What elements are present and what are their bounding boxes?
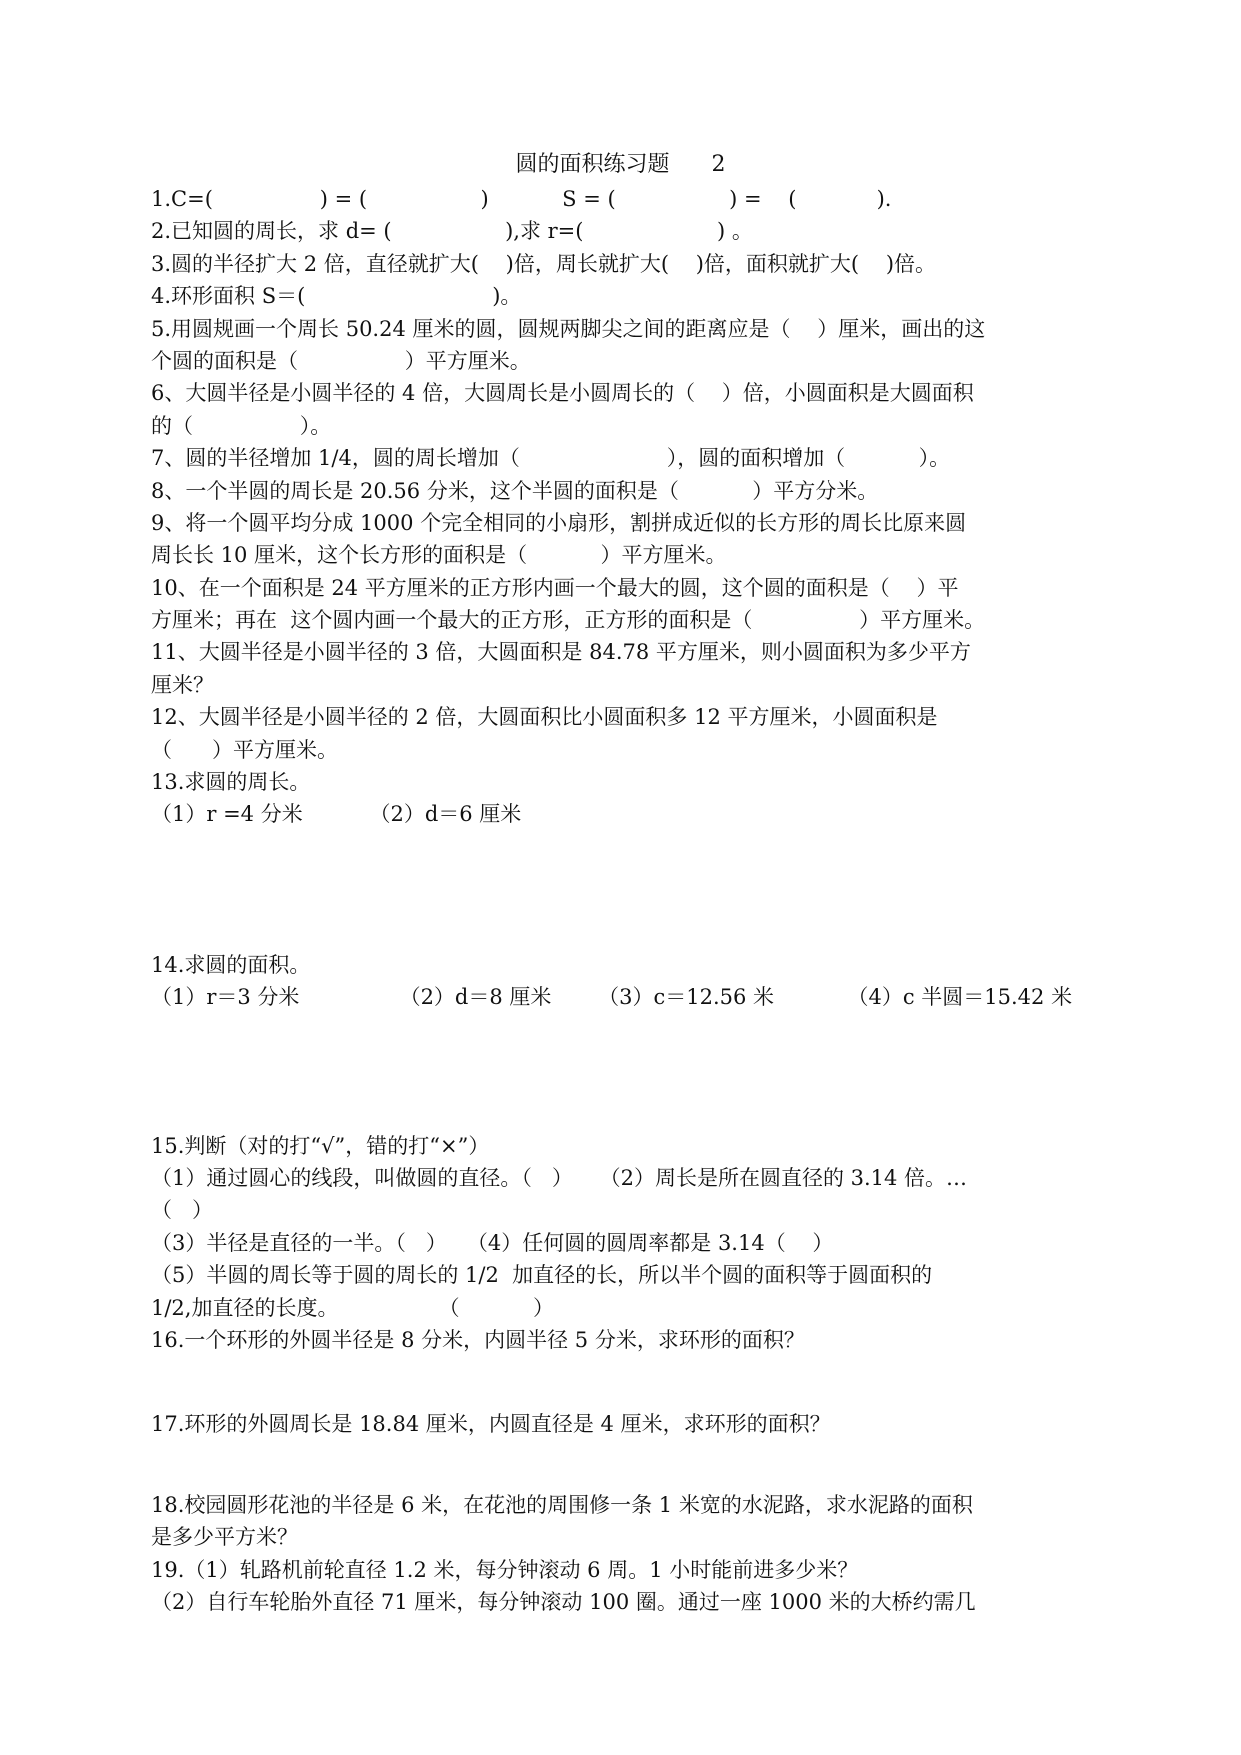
answer-space — [151, 831, 1101, 949]
question-15-item-5-line-2: 1/2,加直径的长度。 （ ） — [151, 1295, 555, 1320]
question-19-part-2: （2）自行车轮胎外直径 71 厘米，每分钟滚动 100 圈。通过一座 1000 米的大桥约需几 — [151, 1589, 976, 1614]
question-9-line-2: 周长长 10 厘米，这个长方形的面积是（ ）平方厘米。 — [151, 543, 727, 568]
question-15-item-5-line-1: （5）半圆的周长等于圆的周长的 1/2 加直径的长，所以半个圆的面积等于圆面积的 — [151, 1263, 933, 1288]
question-15-item-2-cont: （ ） — [151, 1198, 214, 1223]
question-11-line-2: 厘米？ — [151, 672, 214, 697]
question-14-heading: 14.求圆的面积。 — [151, 952, 311, 977]
question-7: 7、圆的半径增加 1/4，圆的周长增加（ ），圆的面积增加（ ）。 — [151, 446, 951, 471]
question-17: 17.环形的外圆周长是 18.84 厘米，内圆直径是 4 厘米，求环形的面积？ — [151, 1412, 831, 1437]
question-18-line-1: 18.校园圆形花池的半径是 6 米，在花池的周围修一条 1 米宽的水泥路，求水泥路的面积 — [151, 1492, 973, 1517]
question-2: 2.已知圆的周长，求 d= ( ),求 r=( ) 。 — [151, 219, 753, 244]
answer-space — [151, 1441, 1101, 1489]
question-18-line-2: 是多少平方米？ — [151, 1525, 298, 1550]
page-title: 圆的面积练习题 2 — [515, 152, 726, 177]
question-5-line-2: 个圆的面积是（ ）平方厘米。 — [151, 348, 531, 373]
question-13-items: （1）r =4 分米 （2）d＝6 厘米 — [151, 802, 522, 827]
question-13-heading: 13.求圆的周长。 — [151, 770, 311, 795]
question-9-line-1: 9、将一个圆平均分成 1000 个完全相同的小扇形，割拼成近似的长方形的周长比原来圆 — [151, 510, 967, 535]
question-6-line-2: 的（ ）。 — [151, 413, 332, 438]
question-12-line-1: 12、大圆半径是小圆半径的 2 倍，大圆面积比小圆面积多 12 平方厘米，小圆面积是 — [151, 705, 938, 730]
worksheet-content — [151, 183, 1101, 1618]
question-1: 1.C=( ) = ( ) S = ( ) = ( ). — [151, 187, 892, 211]
question-15-item-1-2: （1）通过圆心的线段，叫做圆的直径。（ ） （2）周长是所在圆直径的 3.14 倍。… — [151, 1165, 968, 1190]
question-19-part-1: 19.（1）轧路机前轮直径 1.2 米，每分钟滚动 6 周。1 小时能前进多少米？ — [151, 1557, 859, 1582]
question-3: 3.圆的半径扩大 2 倍，直径就扩大( )倍，周长就扩大( )倍，面积就扩大( )倍。 — [151, 251, 937, 276]
question-5-line-1: 5.用圆规画一个周长 50.24 厘米的圆，圆规两脚尖之间的距离应是（ ）厘米，画出的这 — [151, 316, 986, 341]
question-16: 16.一个环形的外圆半径是 8 分米，内圆半径 5 分米，求环形的面积？ — [151, 1327, 805, 1352]
question-11-line-1: 11、大圆半径是小圆半径的 3 倍，大圆面积是 84.78 平方厘米，则小圆面积为多少平方 — [151, 640, 971, 665]
answer-space — [151, 1014, 1101, 1130]
question-15-heading: 15.判断（对的打“√”，错的打“×”） — [151, 1133, 490, 1158]
answer-space — [151, 1356, 1101, 1408]
question-15-item-3-4: （3）半径是直径的一半。（ ） （4）任何圆的圆周率都是 3.14（ ） — [151, 1230, 834, 1255]
question-14-items: （1）r＝3 分米 （2）d＝8 厘米 （3）c＝12.56 米 （4）c 半圆＝15.42 米 — [151, 985, 1073, 1010]
question-4: 4.环形面积 S＝( )。 — [151, 284, 522, 309]
question-8: 8、一个半圆的周长是 20.56 分米，这个半圆的面积是（ ）平方分米。 — [151, 478, 879, 503]
question-10-line-1: 10、在一个面积是 24 平方厘米的正方形内画一个最大的圆，这个圆的面积是（ ）平 — [151, 575, 959, 600]
question-6-line-1: 6、大圆半径是小圆半径的 4 倍，大圆周长是小圆周长的（ ）倍，小圆面积是大圆面积 — [151, 381, 974, 406]
question-12-line-2: （ ）平方厘米。 — [151, 737, 339, 762]
question-10-line-2: 方厘米；再在 这个圆内画一个最大的正方形，正方形的面积是（ ）平方厘米。 — [151, 608, 986, 633]
